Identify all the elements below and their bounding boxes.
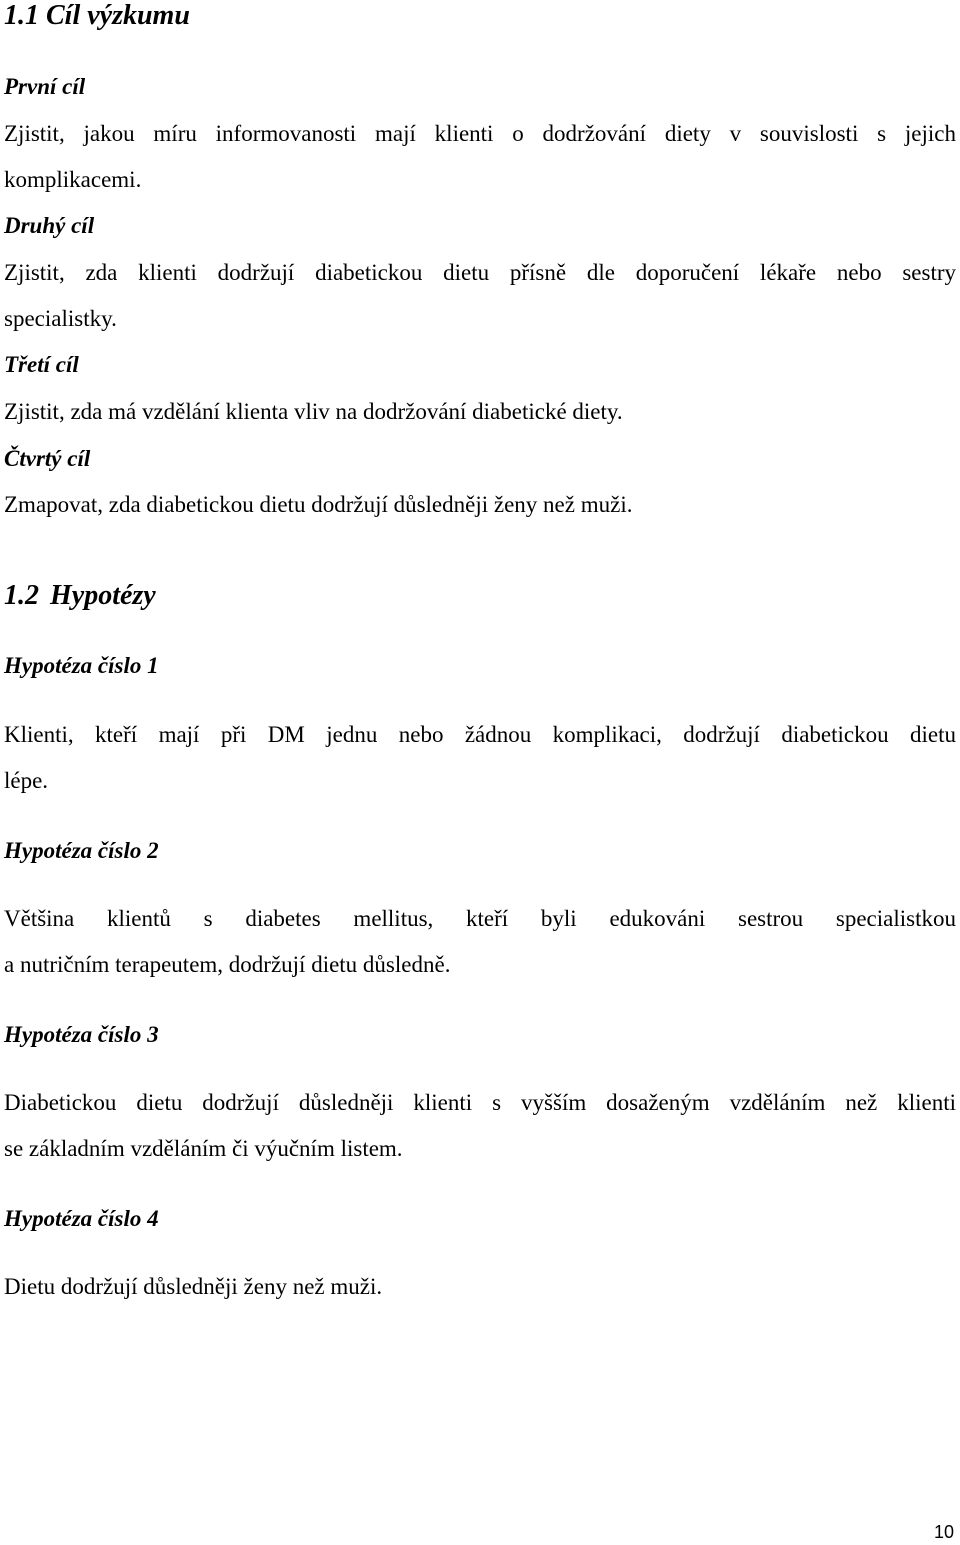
section-title-hypotezy — [4, 580, 156, 612]
hypothesis-3-text-line-2: se základním vzděláním či výučním listem. — [4, 1136, 403, 1161]
goal-4-text-line-1: Zmapovat, zda diabetickou dietu dodržují důsledněji ženy než muži. — [4, 492, 633, 517]
goal-2-text-line-1: Zjistit, zda klienti dodržují diabetickou dietu přísně dle doporučení lékaře nebo sestry — [4, 260, 956, 285]
hypothesis-1-text-line-2: lépe. — [4, 768, 49, 793]
goal-2-text-line-2: specialistky. — [4, 306, 117, 331]
goal-2-heading: Druhý cíl — [4, 213, 95, 238]
hypothesis-2-text-line-1: Většina klientů s diabetes mellitus, kteří byli edukováni sestrou specialistkou — [4, 906, 956, 931]
hypothesis-4-heading: Hypotéza číslo 4 — [4, 1206, 159, 1231]
hypothesis-3-text-line-1: Diabetickou dietu dodržují důsledněji klienti s vyšším dosaženým vzděláním než klienti — [4, 1090, 956, 1115]
section-title-text: Hypotézy — [50, 580, 156, 611]
hypothesis-2-heading: Hypotéza číslo 2 — [4, 838, 159, 863]
goal-1-text-line-1: Zjistit, jakou míru informovanosti mají klienti o dodržování diety v souvislosti s jejich — [4, 121, 956, 146]
hypothesis-1-heading: Hypotéza číslo 1 — [4, 653, 159, 678]
hypothesis-3-heading: Hypotéza číslo 3 — [4, 1022, 159, 1047]
goal-3-heading: Třetí cíl — [4, 352, 79, 377]
hypothesis-4-text-line-1: Dietu dodržují důsledněji ženy než muži. — [4, 1274, 383, 1299]
hypothesis-2-text-line-2: a nutričním terapeutem, dodržují dietu důsledně. — [4, 952, 451, 977]
goal-3-text-line-1: Zjistit, zda má vzdělání klienta vliv na dodržování diabetické diety. — [4, 399, 623, 424]
goal-1-heading: První cíl — [4, 74, 86, 99]
section-number: 1.2 — [4, 580, 39, 611]
goal-4-heading: Čtvrtý cíl — [4, 446, 91, 471]
goal-1-text-line-2: komplikacemi. — [4, 167, 142, 192]
hypothesis-1-text-line-1: Klienti, kteří mají při DM jednu nebo žádnou komplikaci, dodržují diabetickou dietu — [4, 722, 956, 747]
page-number: 10 — [933, 1522, 954, 1542]
section-title-cil-vyzkumu: 1.1 Cíl výzkumu — [4, 0, 190, 31]
